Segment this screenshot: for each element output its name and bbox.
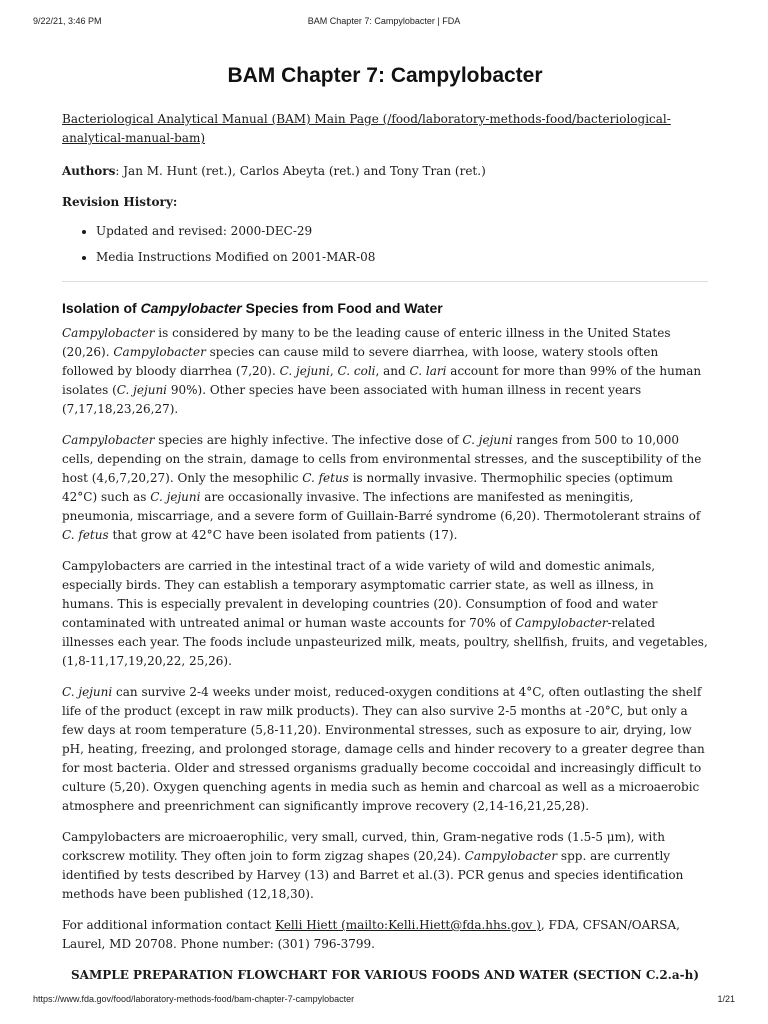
authors-label: Authors (62, 164, 116, 178)
bam-main-page-link-label: Bacteriological Analytical Manual (BAM) Main Page (62, 112, 379, 126)
paragraph-reservoirs: Campylobacters are carried in the intestinal tract of a wide variety of wild and domestic animals, especially birds. They can establish a temporary asymptomatic carrier state, as well as illness, in humans. This is especially prevalent in developing countries (20). Consumption of food and water contaminated with untreated animal or human waste accounts for 70% of Campylobacter-related illnesses each year. The foods include unpasteurized milk, meats, poultry, shellfish, fruits, and vegetables, (1,8-11,17,19,20,22, 25,26). (62, 559, 708, 668)
revision-history-label: Revision History: (62, 195, 178, 209)
contact-email-link[interactable]: Kelli Hiett (mailto:Kelli.Hiett@fda.hhs.gov ) (275, 918, 541, 932)
authors (62, 162, 708, 181)
print-datetime: 9/22/21, 3:46 PM (33, 16, 102, 26)
print-header (33, 16, 735, 26)
contact-text: , FDA, CFSAN/OARSA, Laurel, MD 20708. Phone number: (301) 796-3799. (62, 918, 680, 951)
paragraph-morphology: Campylobacters are microaerophilic, very small, curved, thin, Gram-negative rods (1.5-5 μm), with corkscrew motility. They often join to form zigzag shapes (20,24). Campylobacter spp. are currently identified by tests described by Harvey (13) and Barret et al.(3). PCR genus and species identification methods have been published (12,18,30). (62, 830, 684, 901)
bam-main-page-link[interactable] (62, 112, 671, 145)
section-heading-text: Isolation of (62, 300, 141, 316)
authors-names: : Jan M. Hunt (ret.), Carlos Abeyta (ret.) and Tony Tran (ret.) (115, 164, 486, 178)
revision-list (62, 222, 708, 267)
main-page-link-paragraph (62, 110, 708, 148)
paragraph-infectivity: Campylobacter species are highly infective. The infective dose of C. jejuni ranges from 500 to 10,000 cells, depending on the strain, damage to cells from environmental stresses, and the susceptibility of the host (4,6,7,20,27). Only the mesophilic C. fetus is normally invasive. Thermophilic species (optimum 42°C) such as C. jejuni are occasionally invasive. The infections are manifested as meningitis, pneumonia, miscarriage, and a severe form of Guillain-Barré syndrome (6,20). Thermotolerant strains of C. fetus that grow at 42°C have been isolated from patients (17). (62, 433, 702, 542)
revision-item: • Updated and revised: 2000-DEC-29 (96, 222, 708, 241)
print-url: https://www.fda.gov/food/laboratory-methods-food/bam-chapter-7-campylobacter (33, 994, 355, 1004)
paragraph-survival: C. jejuni can survive 2-4 weeks under moist, reduced-oxygen conditions at 4°C, often outlasting the shelf life of the product (except in raw milk products). They can also survive 2-5 months at -20°C, but only a few days at room temperature (5,8-11,20). Environmental stresses, such as exposure to air, drying, low pH, heating, freezing, and prolonged storage, damage cells and hinder recovery to a greater degree than for most bacteria. Older and stressed organisms gradually become coccoidal and increasingly difficult to culture (5,20). Oxygen quenching agents in media such as hemin and charcoal as well as a microaerobic atmosphere and preenrichment can significantly improve recovery (2,14-16,21,25,28). (62, 685, 705, 813)
paragraph-prevalence: Campylobacter is considered by many to be the leading cause of enteric illness in the United States (20,26). Campylobacter species can cause mild to severe diarrhea, with loose, watery stools often followed by bloody diarrhea (7,20). C. jejuni, C. coli, and C. lari account for more than 99% of the human isolates (C. jejuni 90%). Other species have been associated with human illness in recent years (7,17,18,23,26,27). (62, 326, 702, 416)
print-page-number: 1/21 (717, 994, 735, 1004)
divider (62, 281, 708, 282)
print-footer (33, 994, 735, 1004)
bam-main-page-link-href: (/food/laboratory-methods-food/bacteriological-analytical-manual-bam) (62, 112, 671, 145)
paragraph-contact (62, 916, 708, 954)
article (62, 64, 708, 985)
section-heading (62, 300, 708, 316)
contact-text: For additional information contact (62, 918, 276, 932)
revision-item: • Media Instructions Modified on 2001-MAR-08 (96, 248, 708, 267)
page-title: BAM Chapter 7: Campylobacter (227, 64, 543, 87)
print-page-title: BAM Chapter 7: Campylobacter | FDA (307, 16, 461, 26)
section-heading-genus: Campylobacter (140, 300, 242, 316)
section-heading-text: Species from Food and Water (241, 300, 443, 316)
flowchart-title: SAMPLE PREPARATION FLOWCHART FOR VARIOUS FOODS AND WATER (SECTION C.2.a-h) (70, 968, 700, 982)
